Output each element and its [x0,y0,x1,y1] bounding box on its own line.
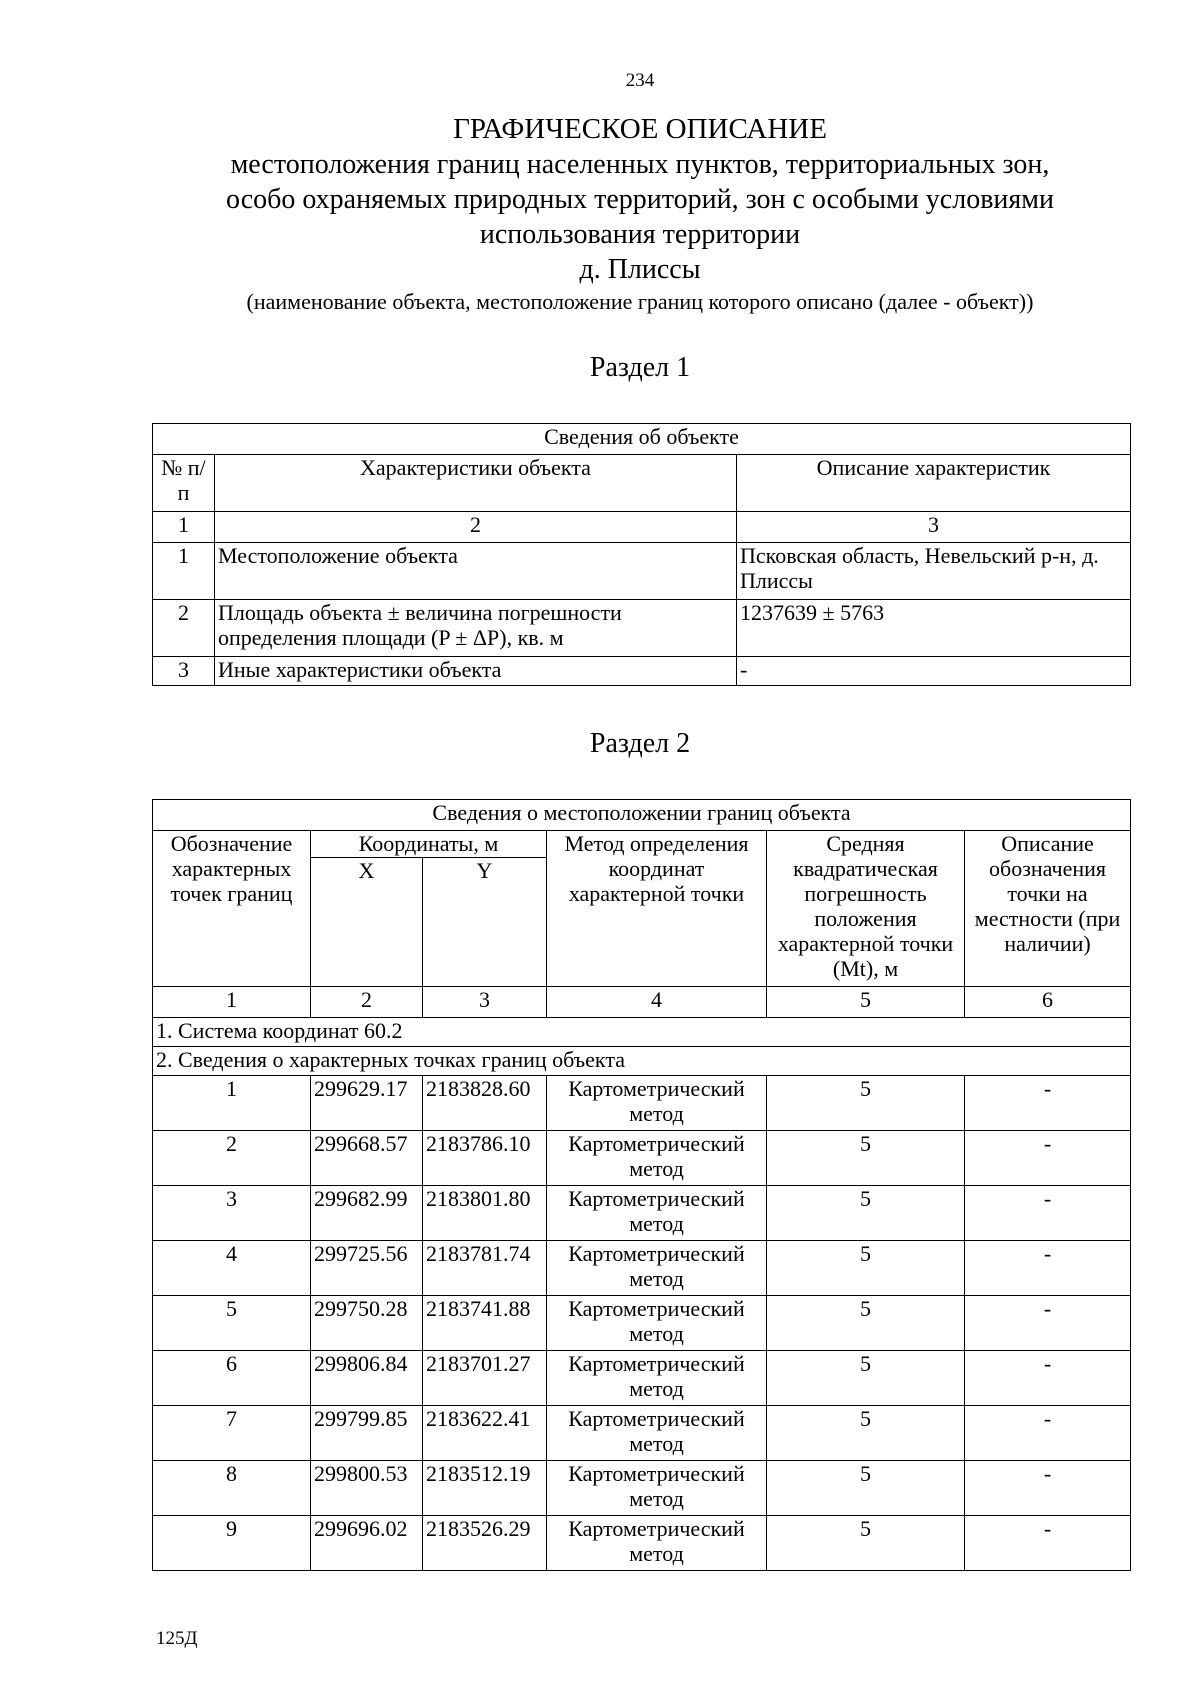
table-row [153,1296,1131,1351]
point-number: 2 [153,1131,311,1186]
point-method: Картометрический метод [547,1076,767,1131]
point-error: 5 [767,1131,965,1186]
point-x: 299696.02 [311,1516,423,1571]
section-2-title: Раздел 2 [589,728,691,759]
header-num: № п/п [153,455,215,512]
table-row [153,1241,1131,1296]
point-method: Картометрический метод [547,1131,767,1186]
column-number: 6 [965,987,1131,1018]
point-description: - [965,1241,1131,1296]
header-characteristic: Характеристики объекта [215,455,737,512]
table-header-row [153,455,1131,512]
page-number: 234 [625,70,655,91]
point-number: 8 [153,1461,311,1516]
point-y: 2183781.74 [423,1241,547,1296]
table-row [153,1186,1131,1241]
subtitle-line-3: использования территории [479,219,801,250]
column-number: 5 [767,987,965,1018]
point-y: 2183512.19 [423,1461,547,1516]
table-row [153,543,1131,600]
header-error: Средняя квадратическая погрешность положения характерной точки (Mt), м [767,831,965,987]
point-error: 5 [767,1241,965,1296]
section-1-title: Раздел 1 [589,352,691,383]
point-x: 299682.99 [311,1186,423,1241]
point-x: 299725.56 [311,1241,423,1296]
point-method: Картометрический метод [547,1351,767,1406]
row-description: - [737,657,1131,686]
point-y: 2183526.29 [423,1516,547,1571]
column-number-row [153,512,1131,543]
point-method: Картометрический метод [547,1461,767,1516]
subtitle-line-1: местоположения границ населенных пунктов, территориальных зон, [230,149,1050,180]
column-number: 2 [311,987,423,1018]
point-error: 5 [767,1186,965,1241]
point-number: 1 [153,1076,311,1131]
point-number: 9 [153,1516,311,1571]
row-characteristic: Площадь объекта ± величина погрешности определения площади (P ± ΔP), кв. м [215,600,737,657]
point-method: Картометрический метод [547,1516,767,1571]
point-method: Картометрический метод [547,1296,767,1351]
point-error: 5 [767,1351,965,1406]
header-y: Y [423,858,547,987]
point-error: 5 [767,1076,965,1131]
point-x: 299750.28 [311,1296,423,1351]
point-error: 5 [767,1406,965,1461]
point-method: Картометрический метод [547,1241,767,1296]
table-row [153,1461,1131,1516]
row-num: 3 [153,657,215,686]
point-description: - [965,1461,1131,1516]
column-number: 3 [737,512,1131,543]
header-coords: Координаты, м [311,831,547,858]
table-row [153,1351,1131,1406]
point-error: 5 [767,1461,965,1516]
column-number: 1 [153,987,311,1018]
column-number: 3 [423,987,547,1018]
object-name: д. Плиссы [579,254,701,285]
table-caption: Сведения об объекте [153,424,1131,455]
point-description: - [965,1131,1131,1186]
point-x: 299668.57 [311,1131,423,1186]
header-x: X [311,858,423,987]
coord-system-row [153,1018,1131,1047]
column-number: 1 [153,512,215,543]
point-description: - [965,1186,1131,1241]
subtitle-line-2: особо охраняемых природных территорий, зон с особыми условиями [226,184,1054,215]
row-num: 1 [153,543,215,600]
row-characteristic: Местоположение объекта [215,543,737,600]
points-caption-row [153,1047,1131,1076]
table-caption-row [153,800,1131,831]
table-row [153,1076,1131,1131]
document-title: ГРАФИЧЕСКОЕ ОПИСАНИЕ [453,113,827,145]
row-num: 2 [153,600,215,657]
point-description: - [965,1516,1131,1571]
point-y: 2183801.80 [423,1186,547,1241]
point-method: Картометрический метод [547,1406,767,1461]
footer-code: 125Д [156,1628,198,1649]
object-caption: (наименование объекта, местоположение границ которого описано (далее - объект)) [246,289,1034,314]
header-point: Обозначение характерных точек границ [153,831,311,987]
table-row [153,657,1131,686]
point-error: 5 [767,1296,965,1351]
table-caption: Сведения о местоположении границ объекта [153,800,1131,831]
point-y: 2183701.27 [423,1351,547,1406]
point-description: - [965,1076,1131,1131]
row-description: 1237639 ± 5763 [737,600,1131,657]
row-characteristic: Иные характеристики объекта [215,657,737,686]
point-number: 6 [153,1351,311,1406]
point-y: 2183741.88 [423,1296,547,1351]
table-row [153,1516,1131,1571]
point-x: 299800.53 [311,1461,423,1516]
point-y: 2183786.10 [423,1131,547,1186]
point-y: 2183828.60 [423,1076,547,1131]
point-description: - [965,1406,1131,1461]
coord-system: 1. Система координат 60.2 [153,1018,1131,1047]
point-error: 5 [767,1516,965,1571]
point-description: - [965,1296,1131,1351]
column-number-row [153,987,1131,1018]
title-block [0,112,1200,317]
point-y: 2183622.41 [423,1406,547,1461]
header-description: Описание характеристик [737,455,1131,512]
header-method: Метод определения координат характерной точки [547,831,767,987]
table-row [153,600,1131,657]
table-row [153,1406,1131,1461]
point-description: - [965,1351,1131,1406]
point-x: 299629.17 [311,1076,423,1131]
table-row [153,1131,1131,1186]
point-number: 4 [153,1241,311,1296]
boundary-points-table [152,799,1131,1571]
points-caption: 2. Сведения о характерных точках границ объекта [153,1047,1131,1076]
point-x: 299806.84 [311,1351,423,1406]
point-number: 7 [153,1406,311,1461]
table-header-row [153,831,1131,858]
point-number: 5 [153,1296,311,1351]
point-number: 3 [153,1186,311,1241]
column-number: 2 [215,512,737,543]
header-description: Описание обозначения точки на местности (при наличии) [965,831,1131,987]
object-info-table [152,423,1131,686]
row-description: Псковская область, Невельский р-н, д. Плиссы [737,543,1131,600]
point-method: Картометрический метод [547,1186,767,1241]
column-number: 4 [547,987,767,1018]
table-caption-row [153,424,1131,455]
point-x: 299799.85 [311,1406,423,1461]
